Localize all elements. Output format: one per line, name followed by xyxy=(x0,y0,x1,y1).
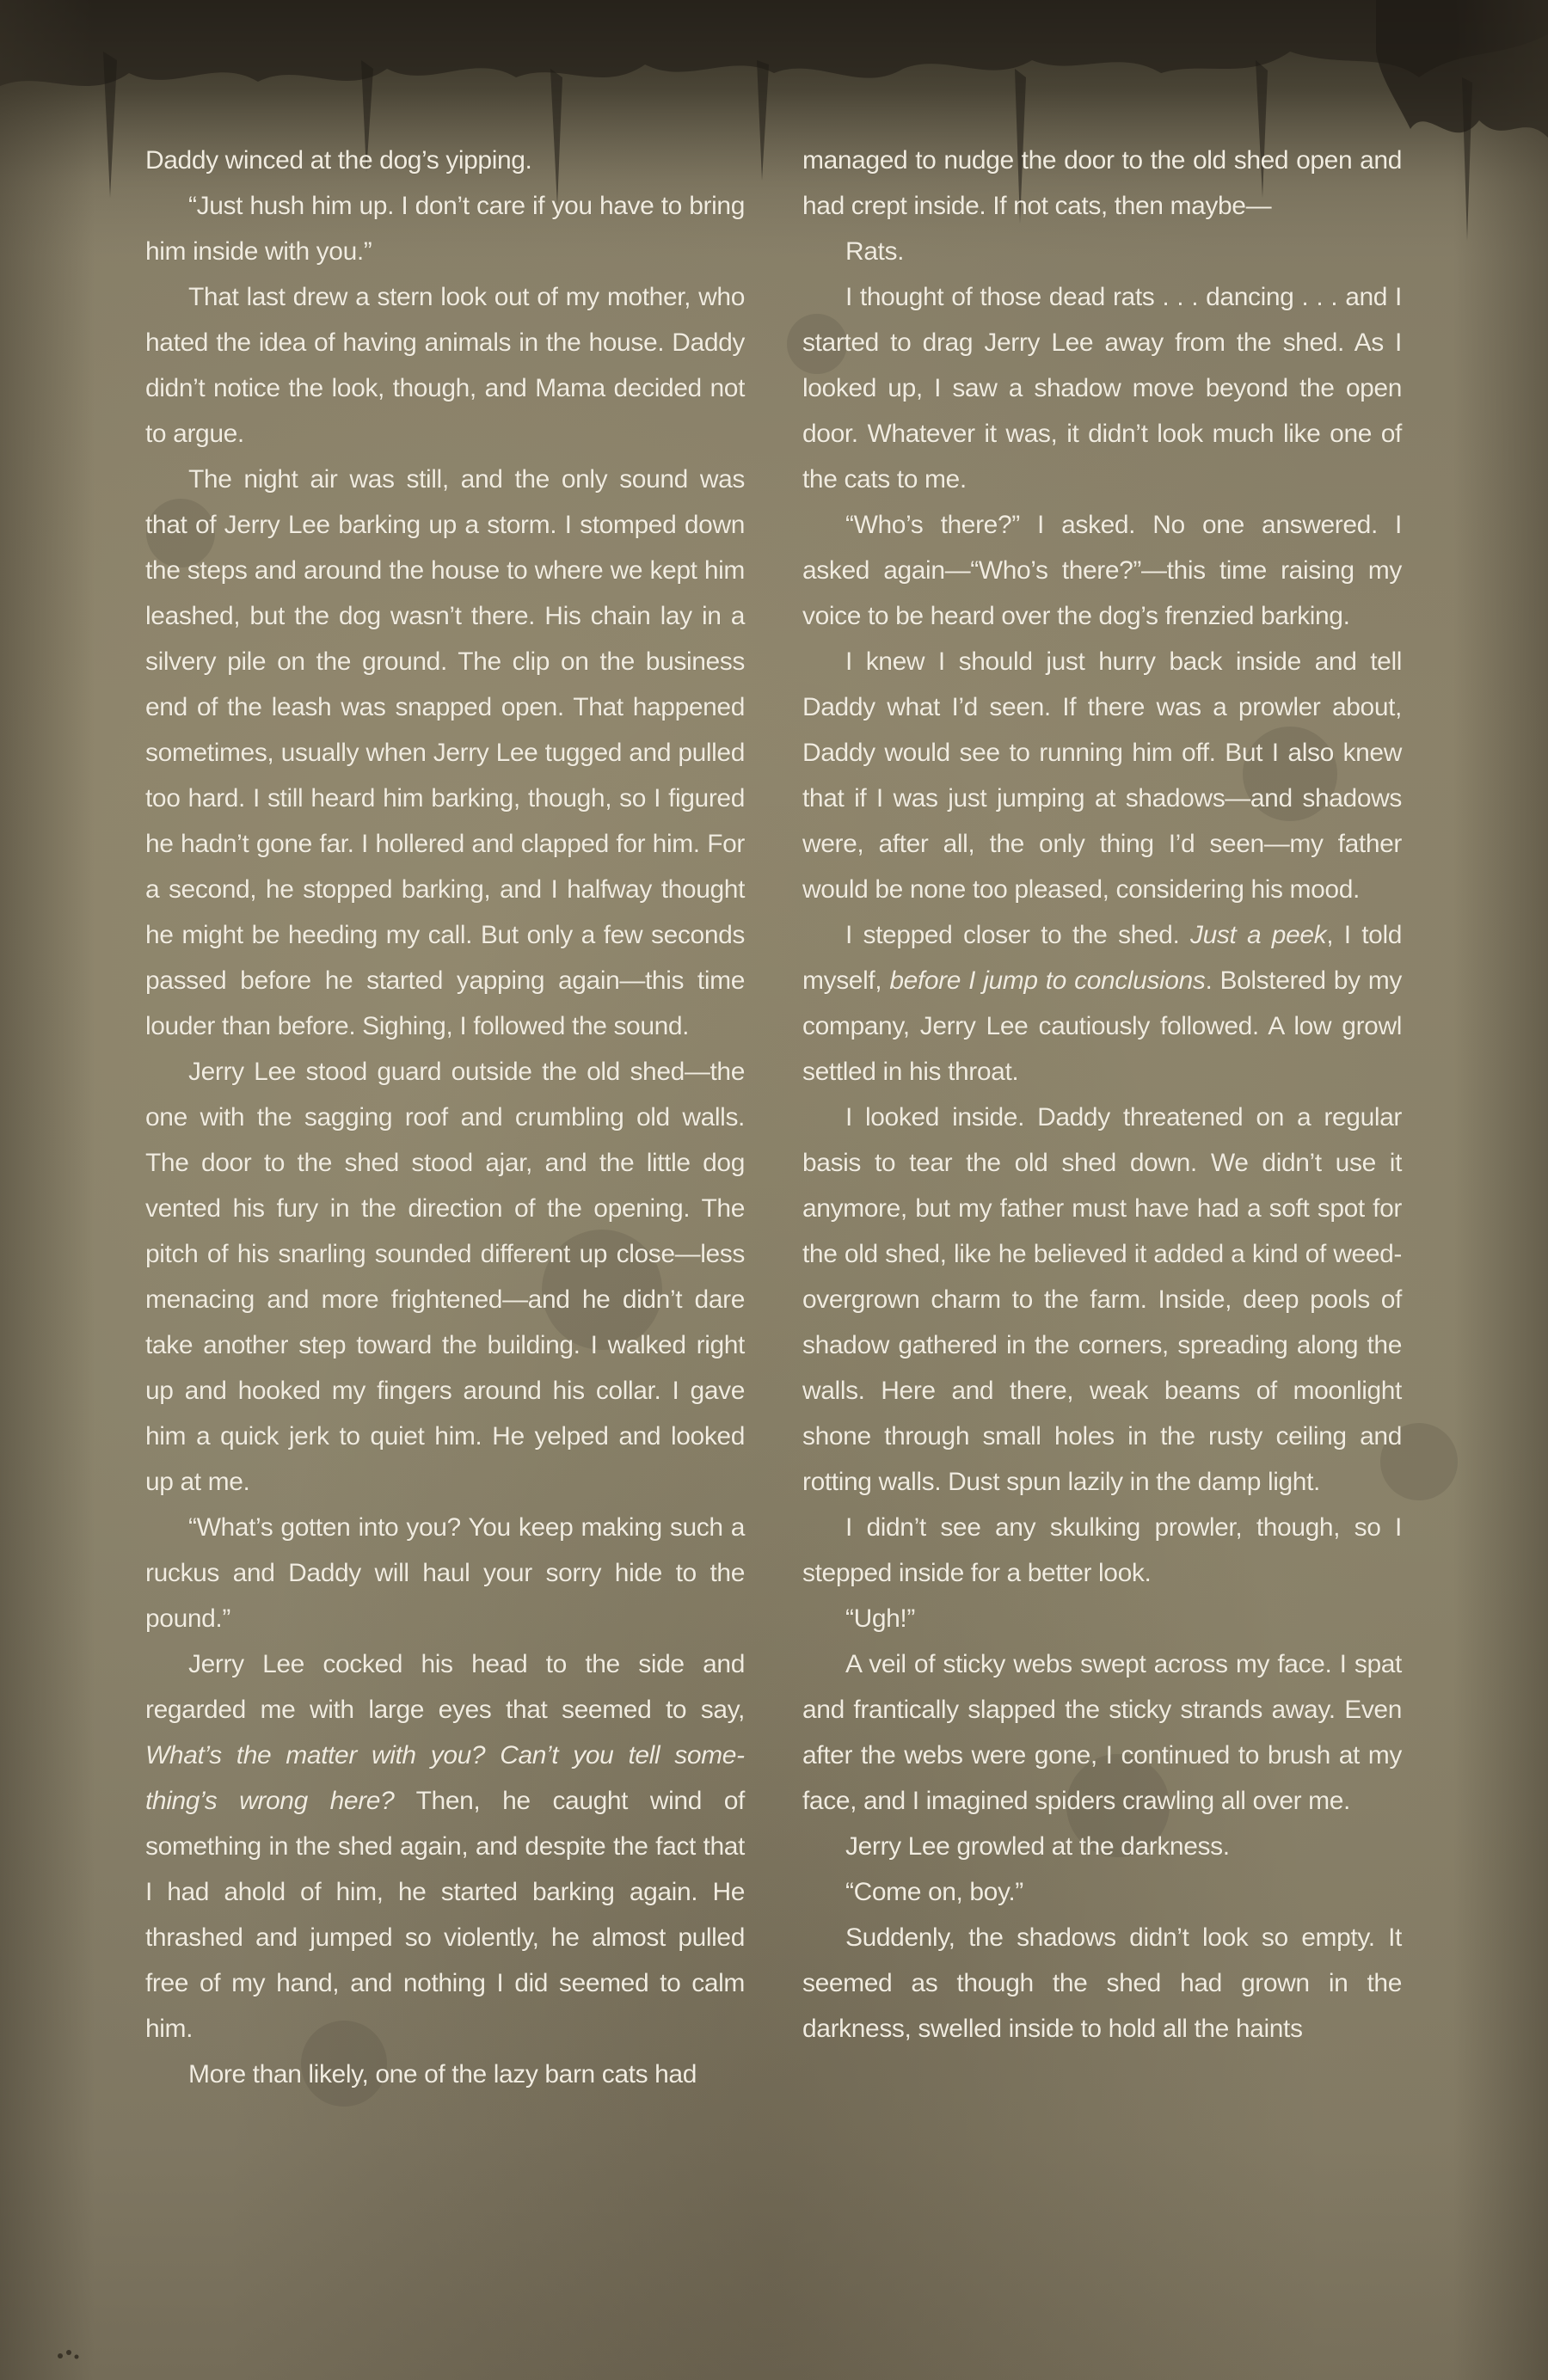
paragraph: managed to nudge the door to the old shed open and had crept inside. If not cats, then maybe— xyxy=(802,146,1402,220)
italic-text: before I jump to conclusions xyxy=(889,966,1206,995)
paragraph: “Ugh!” xyxy=(845,1604,915,1633)
italic-text: Just a peek xyxy=(1189,921,1327,949)
text-run: I stepped closer to the shed. xyxy=(845,921,1190,949)
text-run: . Bolstered by my company, Jerry Lee cautiously followed. A low growl settled in his throat. xyxy=(802,966,1402,1086)
paragraph: I didn’t see any skulking prowler, though, so I stepped inside for a better look. xyxy=(802,1513,1402,1587)
paragraph: Jerry Lee growled at the darkness. xyxy=(845,1832,1230,1861)
paragraph: The night air was still, and the only sound was that of Jerry Lee barking up a storm. I stomped down the steps and around the house to where we kept him leashed, but the dog wasn’t there. His chain lay in a silvery pile on the ground. The clip on the business end of the leash was snapped open. That happened sometimes, usually when Jerry Lee tugged and pulled too hard. I still heard him barking, though, so I figured he hadn’t gone far. I hollered and clapped for him. For a second, he stopped barking, and I halfway thought he might be heeding my call. But only a few seconds passed before he started yapping again—this time louder than before. Sighing, I followed the sound. xyxy=(145,465,745,1040)
paragraph xyxy=(145,1641,745,2052)
paragraph: Suddenly, the shadows didn’t look so empty. It seemed as though the shed had grown in the darkness, swelled inside to hold all the haints xyxy=(802,1923,1402,2043)
paragraph: “Just hush him up. I don’t care if you have to bring him inside with you.” xyxy=(145,192,745,266)
paragraph: Daddy winced at the dog’s yipping. xyxy=(145,146,532,175)
paragraph: I knew I should just hurry back inside and tell Daddy what I’d seen. If there was a prowler about, Daddy would see to running him off. But I also knew that if I was just jumping at shadows—and shadows were, after all, the only thing I’d seen—my father would be none too pleased, considering his mood. xyxy=(802,647,1402,904)
paragraph: Rats. xyxy=(845,237,905,266)
paragraph: “What’s gotten into you? You keep making such a ruckus and Daddy will haul your sorry hide to the pound.” xyxy=(145,1513,745,1633)
paragraph: Jerry Lee stood guard outside the old shed—the one with the sagging roof and crumbling old walls. The door to the shed stood ajar, and the little dog vented his fury in the direction of the opening. The pitch of his snarling sounded different up close—less menacing and more frightened—and he didn’t dare take another step toward the building. I walked right up and hooked my fingers around his collar. I gave him a quick jerk to quiet him. He yelped and looked up at me. xyxy=(145,1058,745,1496)
paragraph: I thought of those dead rats . . . dancing . . . and I started to drag Jerry Lee away from the shed. As I looked up, I saw a shadow move beyond the open door. Whatever it was, it didn’t look much like one of the cats to me. xyxy=(802,283,1402,494)
paragraph: “Who’s there?” I asked. No one answered. I asked again—“Who’s there?”—this time raising my voice to be heard over the dog’s frenzied barking. xyxy=(802,511,1402,630)
text-run: Then, he caught wind of something in the shed again, and despite the fact that I had ahold of him, he started barking again. He thrashed and jumped so violently, he almost pulled free of my hand, and nothing I did seemed to calm him. xyxy=(145,1787,745,2043)
italic-text: What’s the matter with you? Can’t you tell something’s wrong here? xyxy=(145,1741,745,1815)
ornament-icon xyxy=(53,2346,84,2363)
paragraph: A veil of sticky webs swept across my face. I spat and frantically slapped the sticky strands away. Even after the webs were gone, I continued to brush at my face, and I imagined spiders crawling all over me. xyxy=(802,1650,1402,1815)
paragraph xyxy=(802,912,1402,1095)
text-run: Jerry Lee cocked his head to the side and regarded me with large eyes that seemed to say, xyxy=(145,1650,745,1724)
paragraph: I looked inside. Daddy threatened on a regular basis to tear the old shed down. We didn’t use it anymore, but my father must have had a soft spot for the old shed, like he believed it added a kind of weed-overgrown charm to the farm. Inside, deep pools of shadow gathered in the corners, spreading along the walls. Here and there, weak beams of moonlight shone through small holes in the rusty ceiling and rotting walls. Dust spun lazily in the damp light. xyxy=(802,1103,1402,1496)
paragraph: More than likely, one of the lazy barn cats had xyxy=(188,2060,697,2089)
paragraph: “Come on, boy.” xyxy=(845,1878,1023,1906)
text-column-left xyxy=(145,138,745,2097)
text-column-right xyxy=(802,138,1402,2052)
text-run: , I told myself, xyxy=(802,921,1402,995)
paragraph: That last drew a stern look out of my mother, who hated the idea of having animals in the house. Daddy didn’t notice the look, though, and Mama decided not to argue. xyxy=(145,283,745,448)
